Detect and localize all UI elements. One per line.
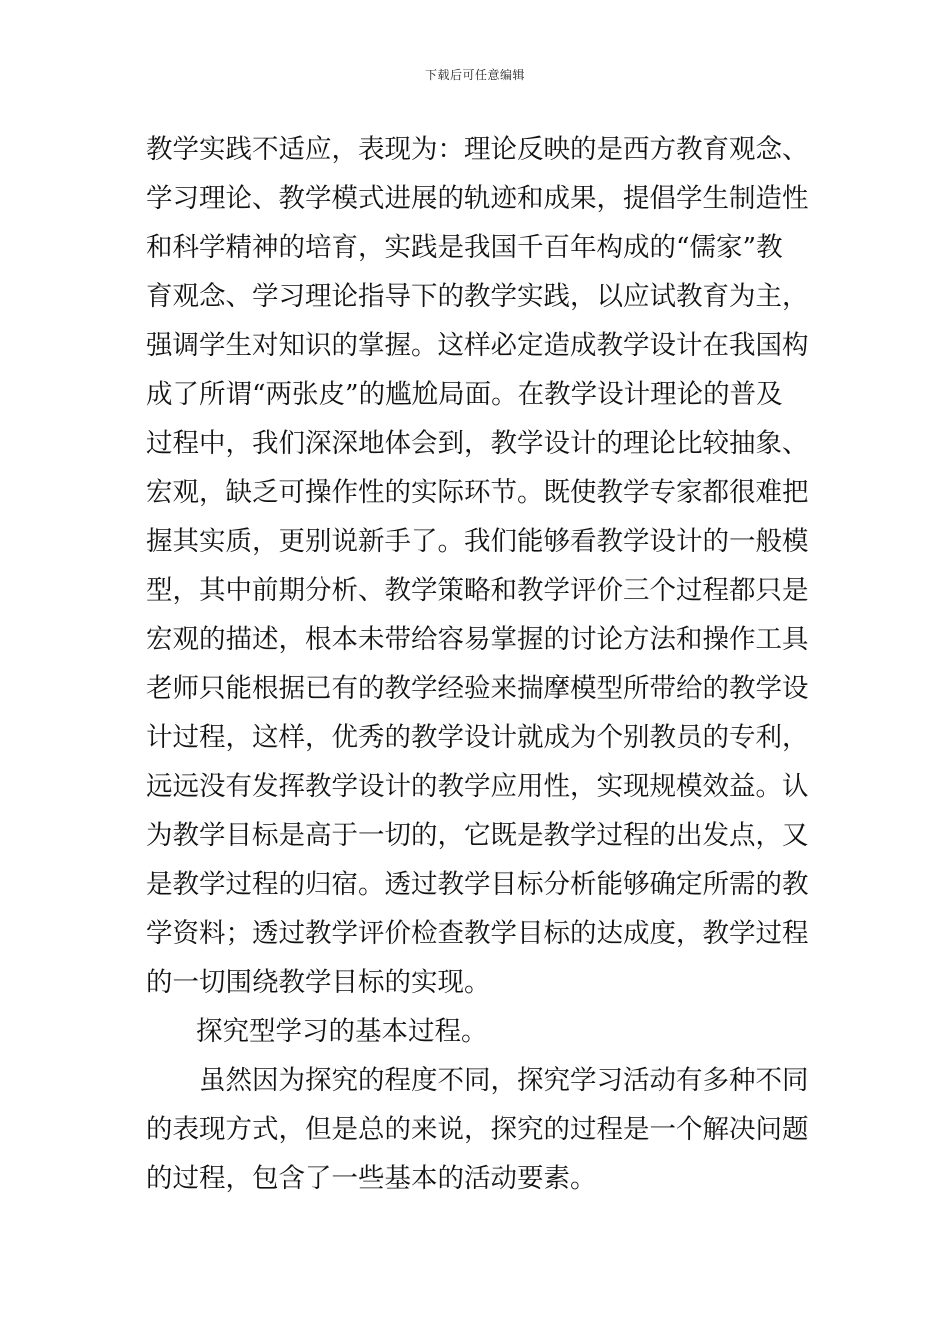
text-line: 过程中，我们深深地体会到，教学设计的理论比较抽象、 — [146, 428, 809, 459]
text-line: 的表现方式，但是总的来说，探究的过程是一个解决问题 — [146, 1114, 809, 1145]
text-line: 型，其中前期分析、教学策略和教学评价三个过程都只是 — [146, 575, 809, 606]
text-line: 握其实质，更别说新手了。我们能够看教学设计的一般模 — [146, 526, 809, 557]
text-line: 老师只能根据已有的教学经验来揣摩模型所带给的教学设 — [146, 673, 809, 704]
page-header: 下载后可任意编辑 — [424, 68, 525, 82]
text-line: 虽然因为探究的程度不同，探究学习活动有多种不同 — [199, 1065, 809, 1096]
text-line: 宏观的描述，根本未带给容易掌握的讨论方法和操作工具 — [146, 624, 809, 655]
text-line: 学习理论、教学模式进展的轨迹和成果，提倡学生制造性 — [146, 183, 809, 214]
body-text — [146, 125, 826, 1203]
text-line: 计过程，这样，优秀的教学设计就成为个别教员的专利， — [146, 722, 809, 753]
text-line: 为教学目标是高于一切的，它既是教学过程的出发点，又 — [146, 820, 809, 851]
text-line: 远远没有发挥教学设计的教学应用性，实现规模效益。认 — [146, 771, 809, 802]
text-line: 教学实践不适应，表现为：理论反映的是西方教育观念、 — [146, 134, 809, 165]
text-line: 育观念、学习理论指导下的教学实践，以应试教育为主， — [146, 281, 809, 312]
text-line: 的过程，包含了一些基本的活动要素。 — [146, 1163, 597, 1194]
text-line: 成了所谓“两张皮”的尴尬局面。在教学设计理论的普及 — [146, 379, 783, 410]
text-line: 的一切围绕教学目标的实现。 — [146, 967, 491, 998]
text-line: 宏观，缺乏可操作性的实际环节。既使教学专家都很难把 — [146, 477, 809, 508]
text-line: 强调学生对知识的掌握。这样必定造成教学设计在我国构 — [146, 330, 809, 361]
text-line: 和科学精神的培育，实践是我国千百年构成的“儒家”教 — [146, 232, 783, 263]
text-line: 学资料；透过教学评价检查教学目标的达成度，教学过程 — [146, 918, 809, 949]
text-line: 是教学过程的归宿。透过教学目标分析能够确定所需的教 — [146, 869, 809, 900]
section-heading: 探究型学习的基本过程。 — [196, 1016, 488, 1047]
